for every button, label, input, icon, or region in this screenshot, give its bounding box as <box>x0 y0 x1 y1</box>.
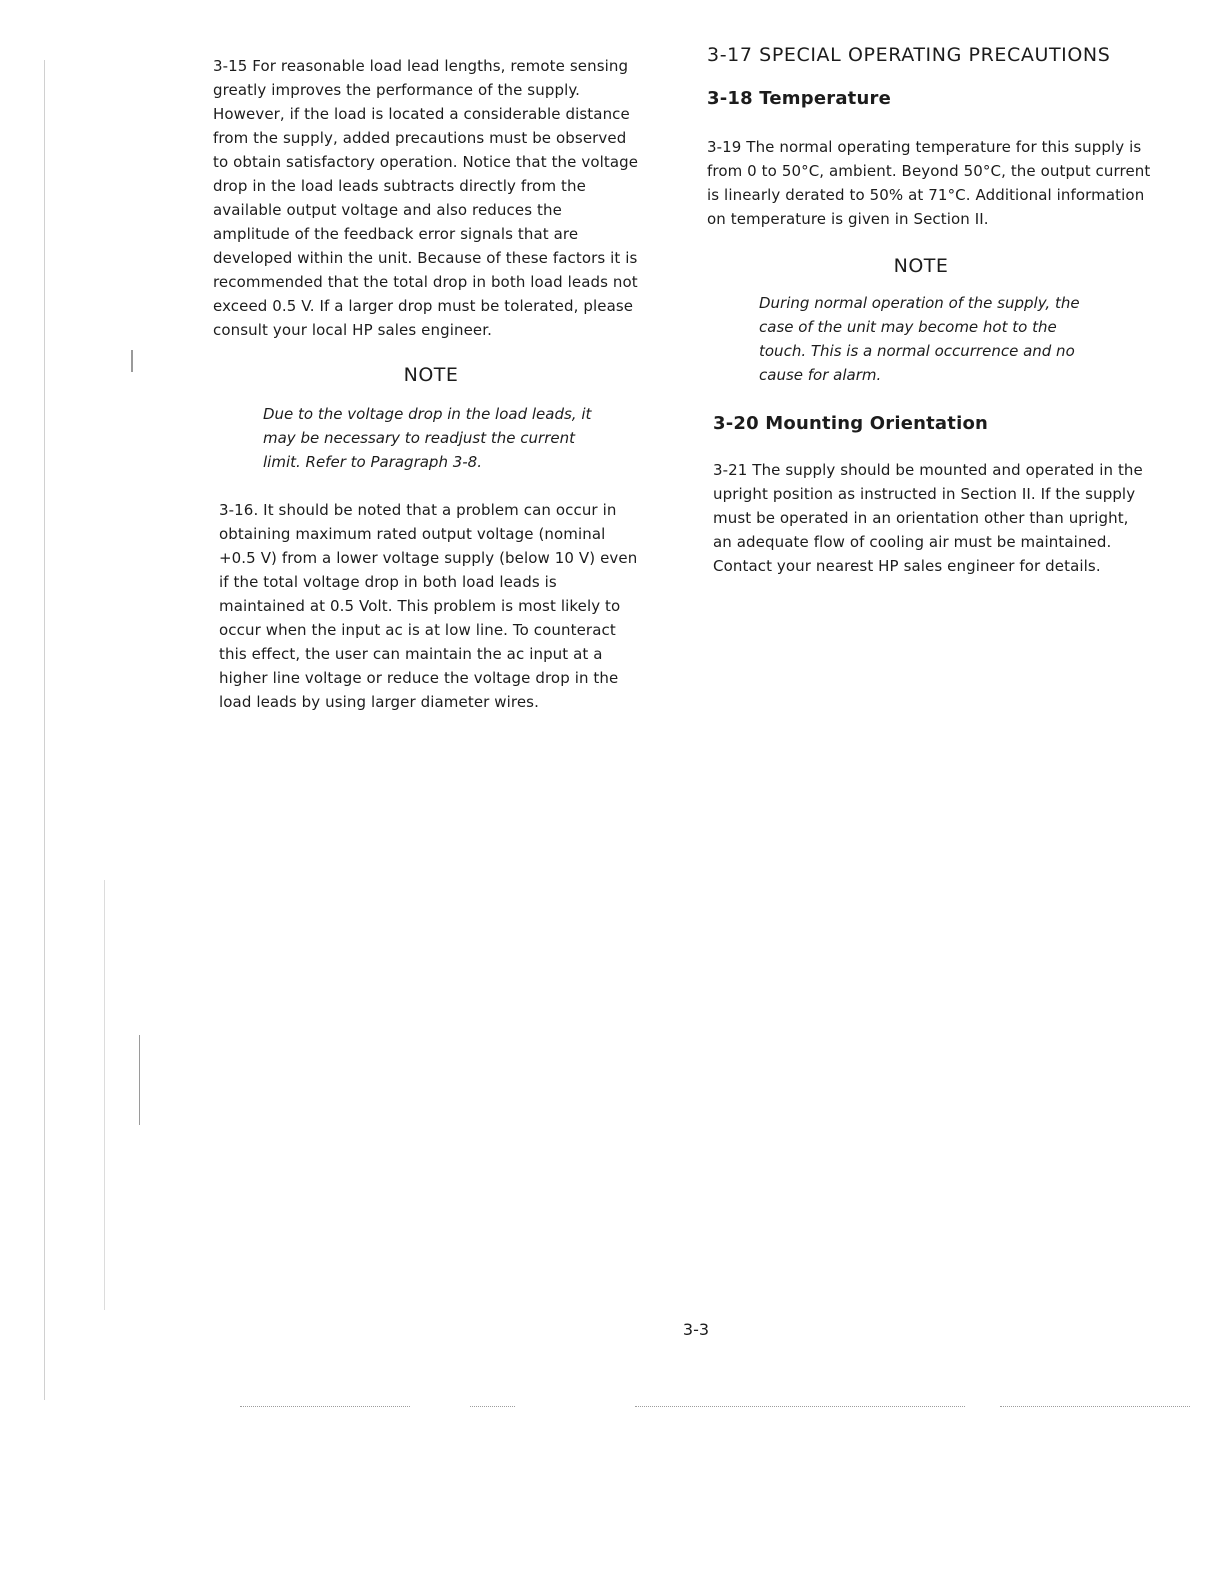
scan-mark <box>131 350 133 372</box>
scan-noise <box>635 1406 965 1408</box>
scan-edge-line <box>44 60 45 1400</box>
left-column <box>213 54 643 714</box>
note-title: NOTE <box>893 255 949 277</box>
note-title: NOTE <box>403 364 459 386</box>
scan-noise <box>240 1406 410 1408</box>
right-column <box>707 44 1151 578</box>
note-body: During normal operation of the supply, the case of the unit may become hot to the touch. This is a normal occurrence and no cause for alarm. <box>759 294 1080 384</box>
scan-noise <box>1000 1406 1190 1408</box>
paragraph-3-19: 3-19 The normal operating temperature for this supply is from 0 to 50°C, ambient. Beyond 50°C, the output current is linearly derated to 50% at 71°C. Additional information on temperature is given in Section II. <box>707 138 1151 228</box>
paragraph-3-15: 3-15 For reasonable load lead lengths, remote sensing greatly improves the performance of the supply. However, if the load is located a considerable distance from the supply, added precautions must be observed to obtain satisfactory operation. Notice that the voltage drop in the load leads subtracts directly from the available output voltage and also reduces the amplitude of the feedback error signals that are developed within the unit. Because of these factors it is recommended that the total drop in both load leads not exceed 0.5 V. If a larger drop must be tolerated, please consult your local HP sales engineer. <box>213 57 639 339</box>
paragraph-3-16: 3-16. It should be noted that a problem can occur in obtaining maximum rated output voltage (nominal +0.5 V) from a lower voltage supply (below 10 V) even if the total voltage drop in both load leads is maintained at 0.5 Volt. This problem is most likely to occur when the input ac is at low line. To counteract this effect, the user can maintain the ac input at a higher line voltage or reduce the voltage drop in the load leads by using larger diameter wires. <box>219 501 638 711</box>
scan-mark <box>139 1035 140 1125</box>
section-heading-3-18: 3-18 Temperature <box>707 88 891 109</box>
section-heading-3-17: 3-17 SPECIAL OPERATING PRECAUTIONS <box>707 44 1111 66</box>
section-heading-3-20: 3-20 Mounting Orientation <box>713 413 989 434</box>
scan-noise <box>470 1406 515 1408</box>
paragraph-3-21: 3-21 The supply should be mounted and operated in the upright position as instructed in Section II. If the supply must be operated in an orientation other than upright, an adequate flow of cooling air must be maintained. Contact your nearest HP sales engineer for details. <box>713 461 1143 575</box>
page-number: 3-3 <box>682 1320 710 1339</box>
note-body: Due to the voltage drop in the load leads, it may be necessary to readjust the current limit. Refer to Paragraph 3-8. <box>263 405 592 471</box>
scan-edge-line <box>104 880 105 1310</box>
